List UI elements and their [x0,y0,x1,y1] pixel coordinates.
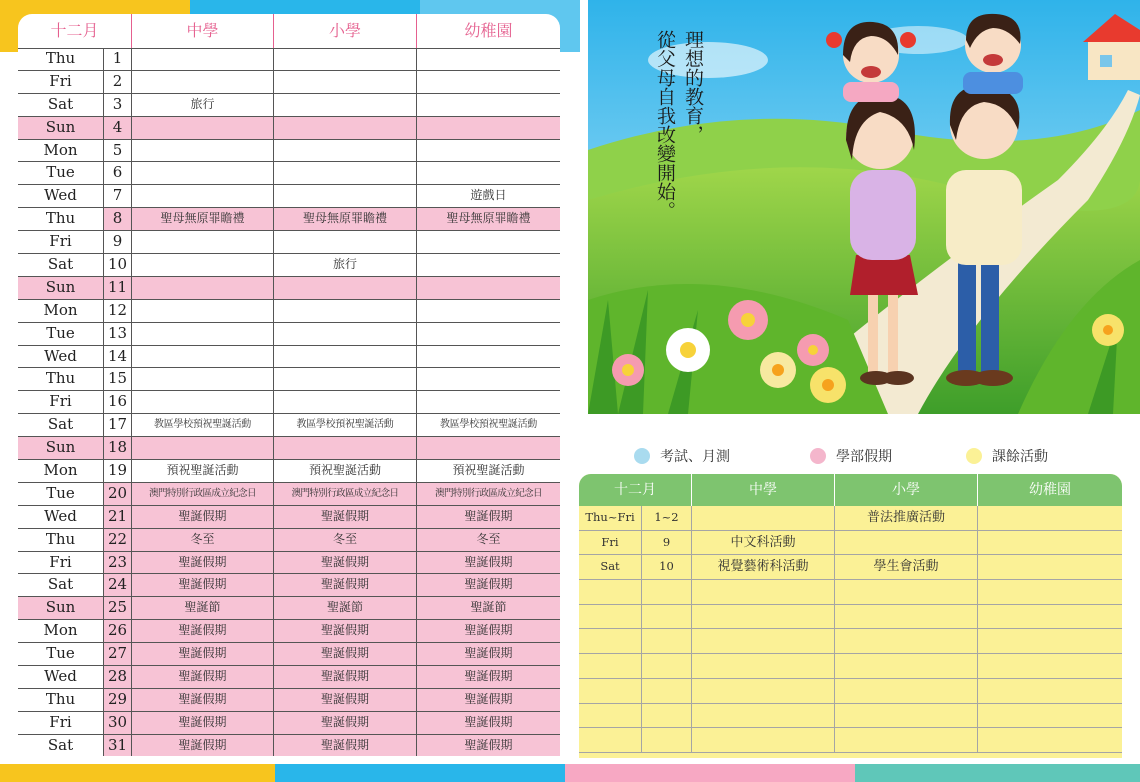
act-primary-cell [835,704,978,728]
weekday-cell: Thu [18,689,104,711]
weekday-cell: Mon [18,620,104,642]
secondary-cell: 聖誕假期 [132,620,274,642]
calendar-row [18,277,560,300]
act-secondary-cell [692,679,835,703]
weekday-cell: Tue [18,643,104,665]
act-secondary-cell [692,506,835,530]
act-primary-cell [835,580,978,604]
day-number-cell: 19 [104,460,132,482]
secondary-cell [132,300,274,322]
primary-cell: 聖誕假期 [274,620,417,642]
kindergarten-cell [417,162,560,184]
day-number-cell: 30 [104,712,132,734]
weekday-cell: Wed [18,506,104,528]
weekday-cell: Sat [18,254,104,276]
calendar-row [18,140,560,163]
weekday-cell: Sun [18,597,104,619]
calendar-row [18,666,560,689]
calendar-row [18,506,560,529]
act-weekday-cell [579,580,642,604]
kindergarten-cell [417,368,560,390]
calendar-row [18,391,560,414]
activity-header [579,474,1122,506]
primary-cell [274,346,417,368]
day-number-cell: 13 [104,323,132,345]
day-number-cell: 20 [104,483,132,505]
weekday-cell: Sat [18,414,104,436]
weekday-cell: Sun [18,277,104,299]
day-number-cell: 10 [104,254,132,276]
kindergarten-cell: 聖誕假期 [417,574,560,596]
calendar-row [18,254,560,277]
act-kindergarten-cell [978,580,1122,604]
kindergarten-cell: 聖誕假期 [417,620,560,642]
weekday-cell: Sun [18,437,104,459]
act-day-cell [642,728,692,752]
activity-row [579,728,1122,753]
act-primary-cell [835,679,978,703]
kindergarten-cell: 聖誕假期 [417,506,560,528]
primary-cell: 教區學校預祝聖誕活動 [274,414,417,436]
primary-cell: 聖母無原罪瞻禮 [274,208,417,230]
secondary-cell: 澳門特別行政區成立紀念日 [132,483,274,505]
act-day-cell [642,580,692,604]
calendar-row [18,597,560,620]
act-kindergarten-cell [978,555,1122,579]
day-number-cell: 1 [104,48,132,70]
header-kindergarten: 幼稚園 [464,21,513,40]
calendar-row [18,620,560,643]
calendar-row [18,231,560,254]
calendar-row [18,689,560,712]
day-number-cell: 14 [104,346,132,368]
primary-cell: 冬至 [274,529,417,551]
day-number-cell: 8 [104,208,132,230]
primary-cell [274,323,417,345]
motto-line-1: 理想的教育， [682,30,704,144]
secondary-cell [132,140,274,162]
day-number-cell: 12 [104,300,132,322]
day-number-cell: 24 [104,574,132,596]
secondary-cell [132,323,274,345]
activity-dot-icon [966,448,982,464]
act-day-cell [642,629,692,653]
kindergarten-cell [417,323,560,345]
day-number-cell: 21 [104,506,132,528]
activity-row [579,580,1122,605]
calendar-row [18,346,560,369]
activity-table [579,474,1122,758]
act-kindergarten-cell [978,531,1122,555]
day-number-cell: 17 [104,414,132,436]
calendar-row [18,48,560,71]
kindergarten-cell: 聖誕假期 [417,735,560,756]
secondary-cell: 教區學校預祝聖誕活動 [132,414,274,436]
act-weekday-cell [579,679,642,703]
act-header-month: 十二月 [579,474,692,506]
activity-row [579,679,1122,704]
legend-holiday [810,446,892,466]
weekday-cell: Wed [18,666,104,688]
act-secondary-cell [692,654,835,678]
primary-cell [274,391,417,413]
weekday-cell: Fri [18,71,104,93]
primary-cell [274,94,417,116]
weekday-cell: Wed [18,185,104,207]
day-number-cell: 26 [104,620,132,642]
holiday-dot-icon [810,448,826,464]
secondary-cell [132,117,274,139]
kindergarten-cell [417,391,560,413]
secondary-cell [132,254,274,276]
primary-cell: 聖誕假期 [274,735,417,756]
kindergarten-cell [417,254,560,276]
secondary-cell [132,437,274,459]
act-secondary-cell [692,580,835,604]
weekday-cell: Tue [18,323,104,345]
primary-cell [274,162,417,184]
kindergarten-cell [417,48,560,70]
primary-cell: 聖誕假期 [274,712,417,734]
legend-activity [966,446,1048,466]
act-day-cell [642,605,692,629]
kindergarten-cell [417,140,560,162]
motto-text [642,30,712,280]
secondary-cell: 聖誕假期 [132,666,274,688]
primary-cell: 聖誕節 [274,597,417,619]
secondary-cell: 預祝聖誕活動 [132,460,274,482]
act-primary-cell [835,629,978,653]
primary-cell: 聖誕假期 [274,666,417,688]
header-secondary: 中學 [132,14,274,48]
day-number-cell: 31 [104,735,132,756]
secondary-cell [132,368,274,390]
kindergarten-cell: 聖母無原罪瞻禮 [417,208,560,230]
kindergarten-cell: 遊戲日 [470,188,507,203]
day-number-cell: 11 [104,277,132,299]
calendar-row [18,185,560,208]
december-calendar [18,14,560,756]
primary-cell [274,437,417,459]
secondary-cell [132,71,274,93]
kindergarten-cell [417,437,560,459]
calendar-row [18,117,560,140]
act-secondary-cell [692,605,835,629]
weekday-cell: Thu [18,208,104,230]
weekday-cell: Fri [18,712,104,734]
act-primary-cell [835,531,978,555]
primary-cell [274,231,417,253]
kindergarten-cell [417,117,560,139]
act-weekday-cell: Sat [579,555,642,579]
primary-cell: 聖誕假期 [274,574,417,596]
day-number-cell: 4 [104,117,132,139]
legend-exam-label: 考試、月測 [660,449,730,465]
kindergarten-cell: 聖誕假期 [417,552,560,574]
act-kindergarten-cell [978,728,1122,752]
act-day-cell [642,654,692,678]
calendar-row [18,414,560,437]
secondary-cell [132,346,274,368]
secondary-cell [132,48,274,70]
primary-cell [274,300,417,322]
day-number-cell: 25 [104,597,132,619]
calendar-row [18,323,560,346]
act-primary-cell: 學生會活動 [835,555,978,579]
weekday-cell: Fri [18,391,104,413]
act-kindergarten-cell [978,704,1122,728]
exam-dot-icon [634,448,650,464]
day-number-cell: 5 [104,140,132,162]
primary-cell: 聖誕假期 [274,506,417,528]
calendar-row [18,300,560,323]
kindergarten-cell: 冬至 [417,529,560,551]
primary-cell [274,277,417,299]
activity-row [579,531,1122,556]
act-weekday-cell: Thu~Fri [579,506,642,530]
weekday-cell: Tue [18,162,104,184]
calendar-row [18,208,560,231]
secondary-cell: 聖誕假期 [132,735,274,756]
primary-cell [274,71,417,93]
weekday-cell: Sun [18,117,104,139]
calendar-row [18,437,560,460]
secondary-cell [132,162,274,184]
kindergarten-cell [417,94,560,116]
header-primary: 小學 [274,14,417,48]
act-primary-cell: 普法推廣活動 [835,506,978,530]
weekday-cell: Fri [18,231,104,253]
day-number-cell: 9 [104,231,132,253]
legend [630,446,1100,472]
act-primary-cell [835,654,978,678]
secondary-cell: 聖誕節 [132,597,274,619]
act-weekday-cell [579,704,642,728]
primary-cell [274,185,417,207]
calendar-row [18,574,560,597]
calendar-row [18,552,560,575]
legend-holiday-label: 學部假期 [836,449,892,465]
calendar-row [18,483,560,506]
act-kindergarten-cell [978,629,1122,653]
calendar-row [18,368,560,391]
activity-row [579,654,1122,679]
kindergarten-cell: 預祝聖誕活動 [452,463,525,478]
calendar-row [18,735,560,756]
day-number-cell: 29 [104,689,132,711]
secondary-cell: 聖母無原罪瞻禮 [132,208,274,230]
secondary-cell: 聖誕假期 [132,643,274,665]
weekday-cell: Tue [18,483,104,505]
day-number-cell: 2 [104,71,132,93]
primary-cell: 聖誕假期 [274,689,417,711]
secondary-cell: 聖誕假期 [132,689,274,711]
primary-cell [274,48,417,70]
weekday-cell: Fri [18,552,104,574]
secondary-cell [132,391,274,413]
header-month: 十二月 [18,14,132,48]
calendar-row [18,460,560,483]
kindergarten-cell [417,231,560,253]
kindergarten-cell: 聖誕假期 [417,643,560,665]
weekday-cell: Thu [18,48,104,70]
act-weekday-cell [579,654,642,678]
bottom-color-bar [0,764,1140,782]
secondary-cell: 聖誕假期 [132,506,274,528]
activity-rows [579,506,1122,753]
act-primary-cell [835,605,978,629]
weekday-cell: Mon [18,300,104,322]
legend-exam [634,446,730,466]
motto-line-2: 從父母自我改變開始。 [654,30,676,220]
weekday-cell: Mon [18,460,104,482]
act-secondary-cell [692,728,835,752]
act-header-kindergarten: 幼稚園 [1029,482,1071,498]
act-header-primary: 小學 [835,474,978,506]
secondary-cell: 聖誕假期 [132,574,274,596]
act-kindergarten-cell [978,679,1122,703]
day-number-cell: 28 [104,666,132,688]
weekday-cell: Wed [18,346,104,368]
act-weekday-cell [579,605,642,629]
activity-row [579,555,1122,580]
legend-activity-label: 課餘活動 [992,449,1048,465]
kindergarten-cell: 澳門特別行政區成立紀念日 [417,483,560,505]
primary-cell [274,368,417,390]
day-number-cell: 15 [104,368,132,390]
day-number-cell: 7 [104,185,132,207]
primary-cell: 澳門特別行政區成立紀念日 [274,483,417,505]
act-day-cell: 9 [642,531,692,555]
secondary-cell: 旅行 [132,94,274,116]
activity-row [579,704,1122,729]
activity-row [579,605,1122,630]
act-day-cell: 1~2 [642,506,692,530]
act-kindergarten-cell [978,605,1122,629]
day-number-cell: 23 [104,552,132,574]
act-weekday-cell [579,728,642,752]
kindergarten-cell [417,277,560,299]
act-weekday-cell [579,629,642,653]
act-weekday-cell: Fri [579,531,642,555]
primary-cell [274,117,417,139]
weekday-cell: Thu [18,368,104,390]
calendar-rows [18,48,560,756]
kindergarten-cell: 聖誕節 [470,600,507,615]
secondary-cell: 聖誕假期 [132,552,274,574]
kindergarten-cell: 教區學校預祝聖誕活動 [440,419,537,431]
calendar-row [18,643,560,666]
kindergarten-cell: 聖誕假期 [417,712,560,734]
weekday-cell: Mon [18,140,104,162]
day-number-cell: 22 [104,529,132,551]
secondary-cell [132,277,274,299]
calendar-header [18,14,560,49]
calendar-row [18,712,560,735]
act-secondary-cell [692,629,835,653]
calendar-row [18,94,560,117]
calendar-row [18,162,560,185]
act-header-secondary: 中學 [692,474,835,506]
primary-cell [274,140,417,162]
act-primary-cell [835,728,978,752]
act-secondary-cell [692,704,835,728]
primary-cell: 預祝聖誕活動 [274,460,417,482]
day-number-cell: 3 [104,94,132,116]
kindergarten-cell [417,71,560,93]
act-secondary-cell: 視覺藝術科活動 [692,555,835,579]
weekday-cell: Sat [18,94,104,116]
calendar-row [18,529,560,552]
primary-cell: 旅行 [274,254,417,276]
secondary-cell: 冬至 [132,529,274,551]
calendar-row [18,71,560,94]
day-number-cell: 18 [104,437,132,459]
act-secondary-cell: 中文科活動 [692,531,835,555]
weekday-cell: Sat [18,574,104,596]
act-kindergarten-cell [978,654,1122,678]
primary-cell: 聖誕假期 [274,643,417,665]
act-kindergarten-cell [978,506,1122,530]
day-number-cell: 27 [104,643,132,665]
day-number-cell: 16 [104,391,132,413]
weekday-cell: Thu [18,529,104,551]
primary-cell: 聖誕假期 [274,552,417,574]
act-day-cell: 10 [642,555,692,579]
act-day-cell [642,704,692,728]
day-number-cell: 6 [104,162,132,184]
kindergarten-cell: 聖誕假期 [417,689,560,711]
act-day-cell [642,679,692,703]
weekday-cell: Sat [18,735,104,756]
secondary-cell: 聖誕假期 [132,712,274,734]
secondary-cell [132,185,274,207]
secondary-cell [132,231,274,253]
kindergarten-cell: 聖誕假期 [417,666,560,688]
activity-row [579,506,1122,531]
kindergarten-cell [417,300,560,322]
kindergarten-cell [417,346,560,368]
activity-row [579,629,1122,654]
